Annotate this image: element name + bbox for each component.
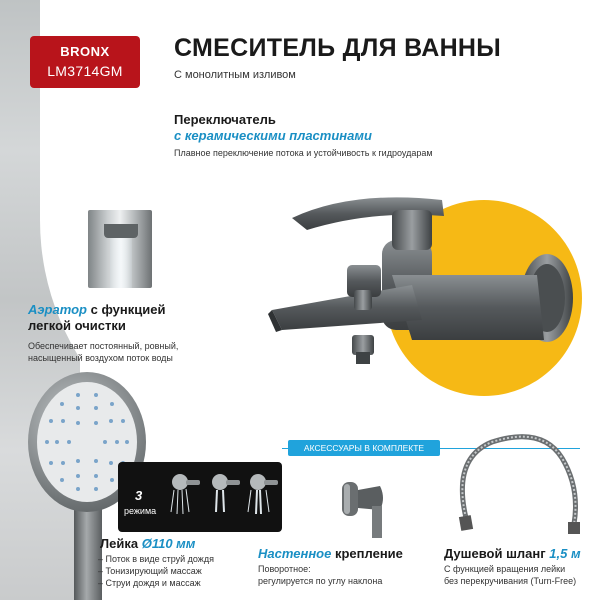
nozzle-dot <box>76 487 80 491</box>
nozzle-dot <box>67 440 71 444</box>
nozzle-dot <box>45 440 49 444</box>
aerator-title <box>28 302 238 334</box>
mixed-mode-icon <box>246 472 280 516</box>
aerator-desc-line2: насыщенный воздухом поток воды <box>28 353 173 363</box>
nozzle-dot <box>61 461 65 465</box>
hose-title <box>444 546 581 561</box>
mount-title <box>258 546 403 561</box>
brand-tag <box>30 36 140 88</box>
nozzle-dot <box>49 461 53 465</box>
aerator-desc-line1: Обеспечивает постоянный, ровный, <box>28 341 179 351</box>
aerator-nozzle <box>104 224 138 238</box>
list-item: – Струи дождя и массаж <box>98 578 201 588</box>
shower-head-modes-list <box>98 553 214 589</box>
switch-subtitle: с керамическими пластинами <box>174 128 372 143</box>
nozzle-dot <box>76 474 80 478</box>
rain-mode-icon <box>168 472 202 516</box>
nozzle-dot <box>60 478 64 482</box>
nozzle-dot <box>110 478 114 482</box>
accessories-badge: АКСЕССУАРЫ В КОМПЛЕКТЕ <box>288 440 440 456</box>
nozzle-dot <box>115 440 119 444</box>
hose-description <box>444 563 576 587</box>
mount-title-accent: Настенное <box>258 546 332 561</box>
faucet-image <box>262 180 592 370</box>
nozzle-dot <box>76 459 80 463</box>
shower-hose-image <box>452 428 592 536</box>
modes-count: 3 <box>135 488 143 503</box>
aerator-description <box>28 340 238 364</box>
hose-title-prefix: Душевой шланг <box>444 546 546 561</box>
aerator-title-rest: с функцией <box>90 302 166 317</box>
aerator-photo <box>88 210 152 288</box>
nozzle-dot <box>94 459 98 463</box>
switch-feature <box>174 112 433 158</box>
list-item: – Тонизирующий массаж <box>98 566 202 576</box>
hose-desc-line1: С функцией вращения лейки <box>444 564 566 574</box>
shower-head-title-prefix: Лейка <box>100 536 139 551</box>
mount-desc-line2: регулируется по углу наклона <box>258 576 383 586</box>
model-number: LM3714GM <box>47 63 123 79</box>
shower-head-diameter: Ø110 мм <box>141 536 196 551</box>
hose-length: 1,5 м <box>549 546 581 561</box>
massage-mode-icon <box>208 472 242 516</box>
switch-title: Переключатель <box>174 112 276 127</box>
hose-desc-line2: без перекручивания (Turn-Free) <box>444 576 577 586</box>
mount-title-rest: крепление <box>334 546 403 561</box>
nozzle-dot <box>61 419 65 423</box>
mount-desc-line1: Поворотное: <box>258 564 311 574</box>
water-stream <box>110 238 132 288</box>
shower-head-title <box>100 536 195 551</box>
wall-mount-image <box>336 468 390 538</box>
aerator-title-accent: Аэратор <box>28 302 88 317</box>
mount-description <box>258 563 382 587</box>
aerator-title-line2: легкой очистки <box>28 318 126 333</box>
brand-name: BRONX <box>60 44 110 59</box>
modes-label: режима <box>124 506 157 516</box>
nozzle-dot <box>76 406 80 410</box>
switch-description: Плавное переключение потока и устойчивость к гидроударам <box>174 148 433 158</box>
page-subtitle: С монолитным изливом <box>174 69 296 81</box>
list-item: – Поток в виде струй дождя <box>98 554 214 564</box>
aerator-feature <box>28 302 238 364</box>
nozzle-dot <box>125 440 129 444</box>
nozzle-dot <box>94 487 98 491</box>
page-title: СМЕСИТЕЛЬ ДЛЯ ВАННЫ <box>174 34 502 62</box>
nozzle-dot <box>55 440 59 444</box>
nozzle-dot <box>103 440 107 444</box>
